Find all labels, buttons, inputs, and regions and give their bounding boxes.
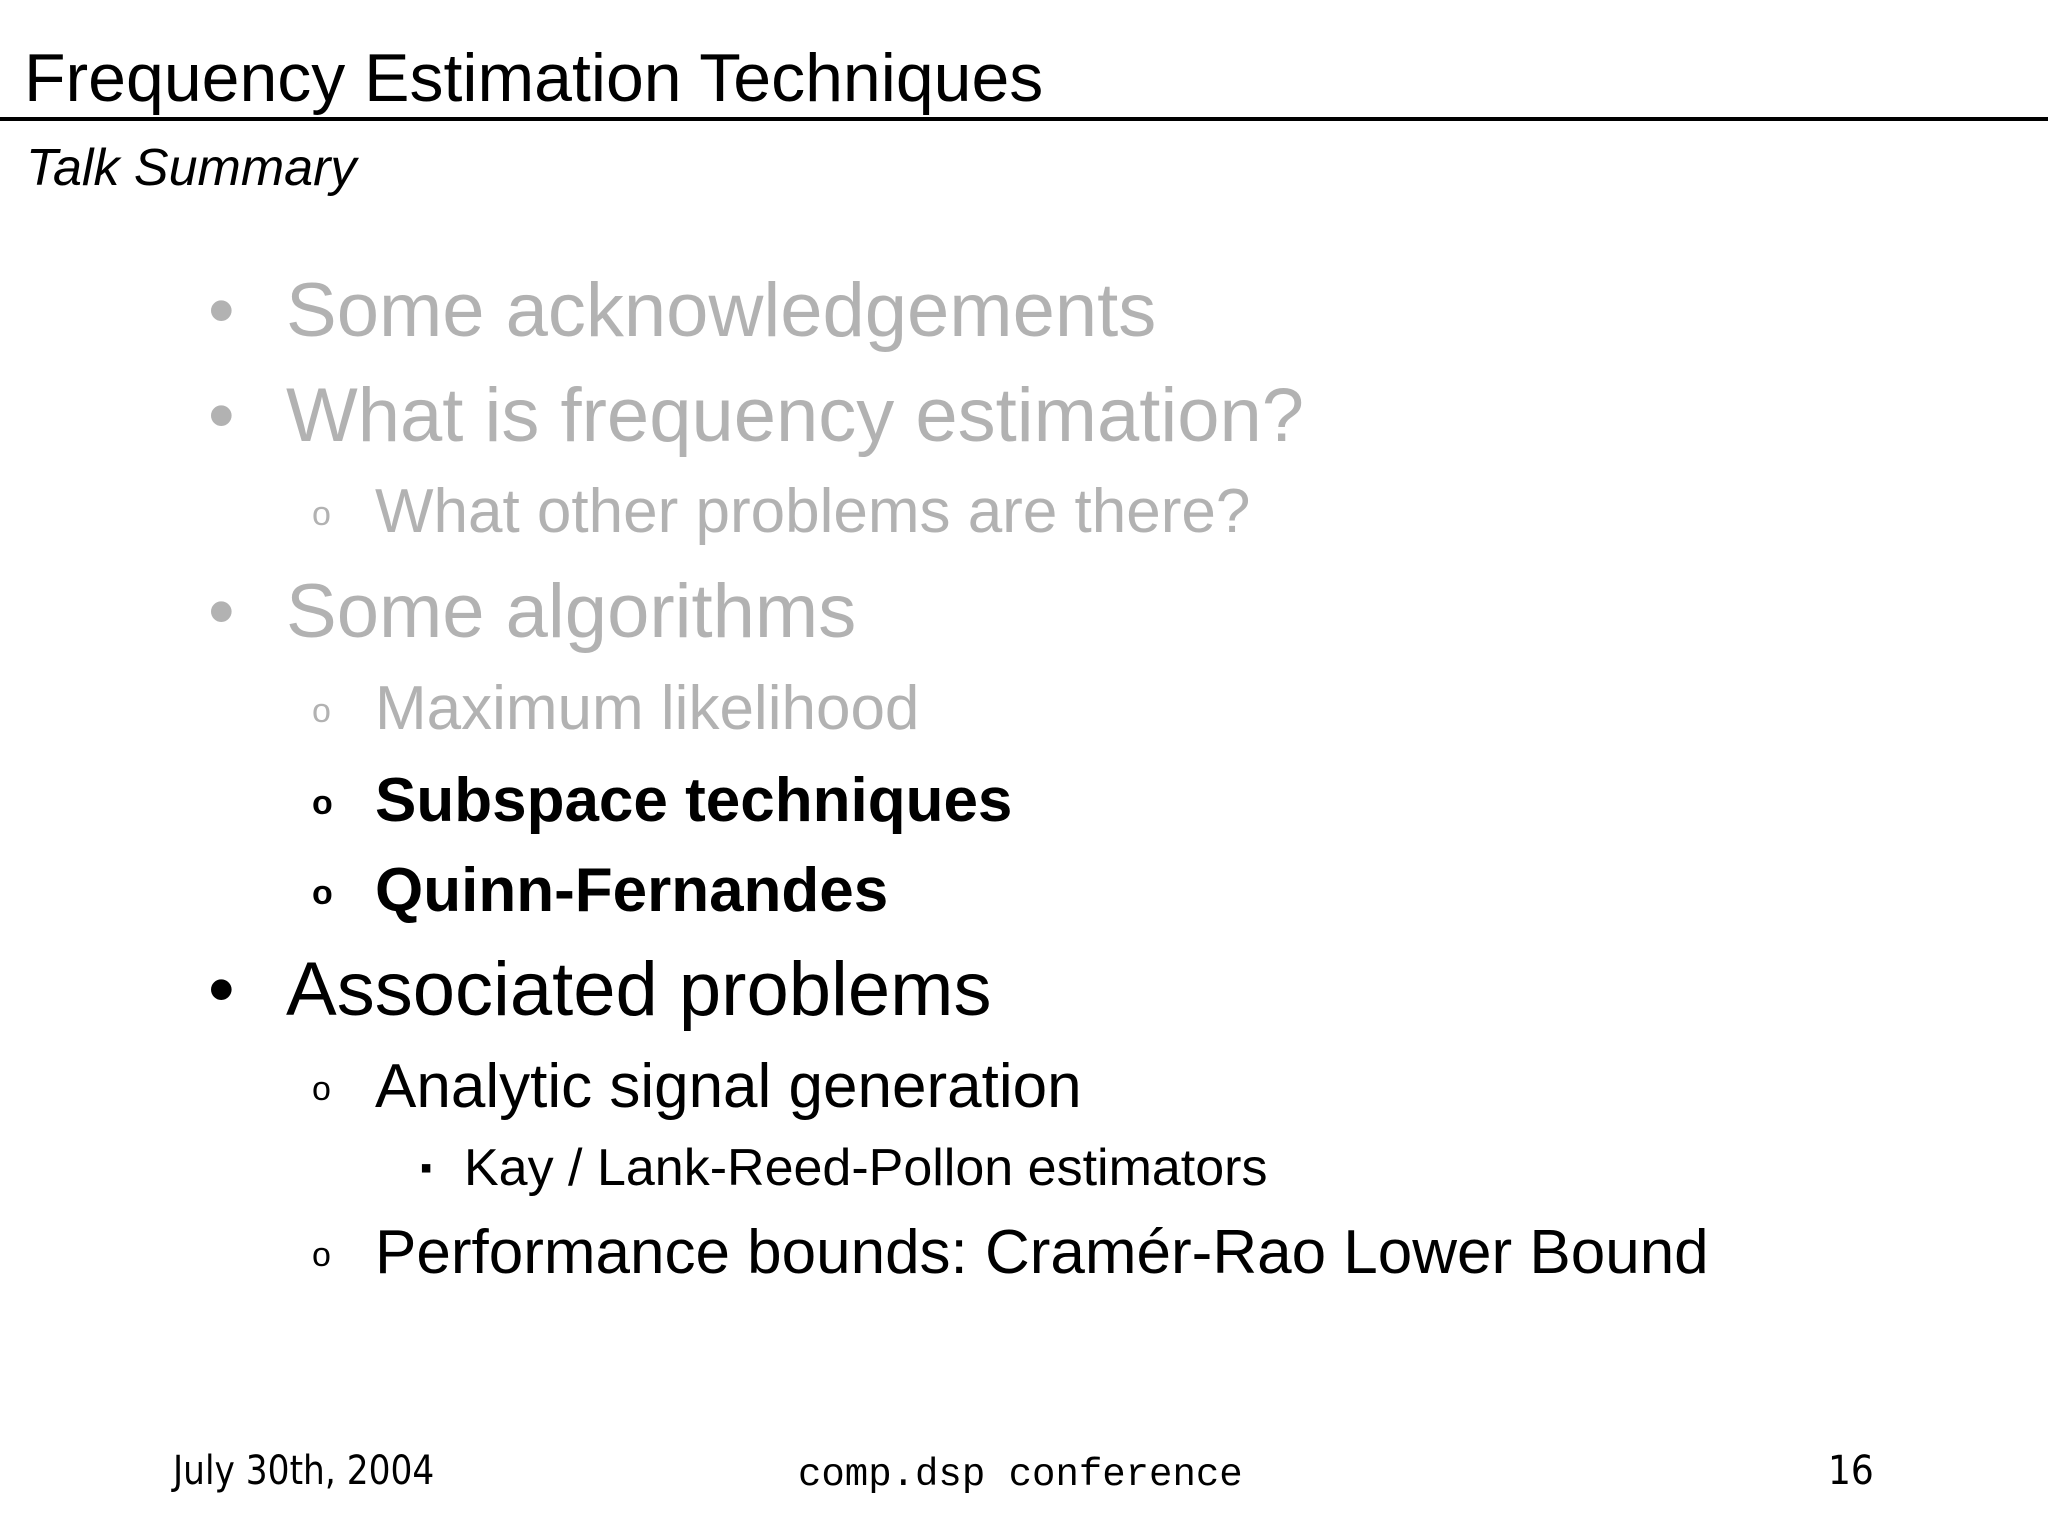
bullet-associated-problems (208, 944, 992, 1036)
bullet-what-is-frequency-estimation (208, 370, 1305, 462)
sub-bullet-performance-bounds (312, 1215, 1709, 1291)
bullet-dot-icon: • (208, 947, 235, 1032)
bullet-text: What other problems are there? (375, 477, 1251, 546)
bullet-dot-icon: • (208, 268, 235, 353)
circle-bullet-icon: o (312, 784, 333, 822)
bullet-text: What is frequency estimation? (286, 373, 1305, 458)
sub-bullet-maximum-likelihood (312, 671, 920, 747)
bullet-some-algorithms (208, 566, 857, 658)
title-divider (0, 117, 2048, 121)
footer-page-number: 16 (1828, 1448, 1874, 1494)
circle-bullet-icon: o (312, 874, 333, 912)
bullet-text: Subspace techniques (375, 766, 1013, 835)
bullet-text: Some algorithms (286, 569, 857, 654)
slide-subtitle: Talk Summary (26, 139, 357, 197)
footer-date: July 30th, 2004 (173, 1448, 435, 1494)
bullet-text: Performance bounds: Cramér-Rao Lower Bound (375, 1218, 1709, 1287)
bullet-text: Associated problems (286, 947, 992, 1032)
circle-bullet-icon: o (312, 495, 331, 533)
bullet-dot-icon: • (208, 569, 235, 654)
bullet-text: Maximum likelihood (375, 674, 920, 743)
sub-bullet-other-problems (312, 474, 1251, 550)
bullet-some-acknowledgements (208, 265, 1157, 357)
slide-title: Frequency Estimation Techniques (24, 40, 1044, 116)
circle-bullet-icon: o (312, 692, 331, 730)
sub-bullet-quinn-fernandes (312, 853, 889, 929)
footer-conference: comp.dsp conference (798, 1453, 1243, 1497)
bullet-text: Some acknowledgements (286, 268, 1157, 353)
square-bullet-icon: ▪ (420, 1149, 433, 1187)
sub-sub-bullet-kay-estimators (420, 1136, 1268, 1200)
sub-bullet-analytic-signal-generation (312, 1049, 1082, 1125)
circle-bullet-icon: o (312, 1236, 331, 1274)
sub-bullet-subspace-techniques (312, 763, 1013, 839)
bullet-dot-icon: • (208, 373, 235, 458)
bullet-text: Quinn-Fernandes (375, 856, 889, 925)
bullet-text: Kay / Lank-Reed-Pollon estimators (464, 1139, 1268, 1197)
circle-bullet-icon: o (312, 1070, 331, 1108)
bullet-text: Analytic signal generation (375, 1052, 1082, 1121)
